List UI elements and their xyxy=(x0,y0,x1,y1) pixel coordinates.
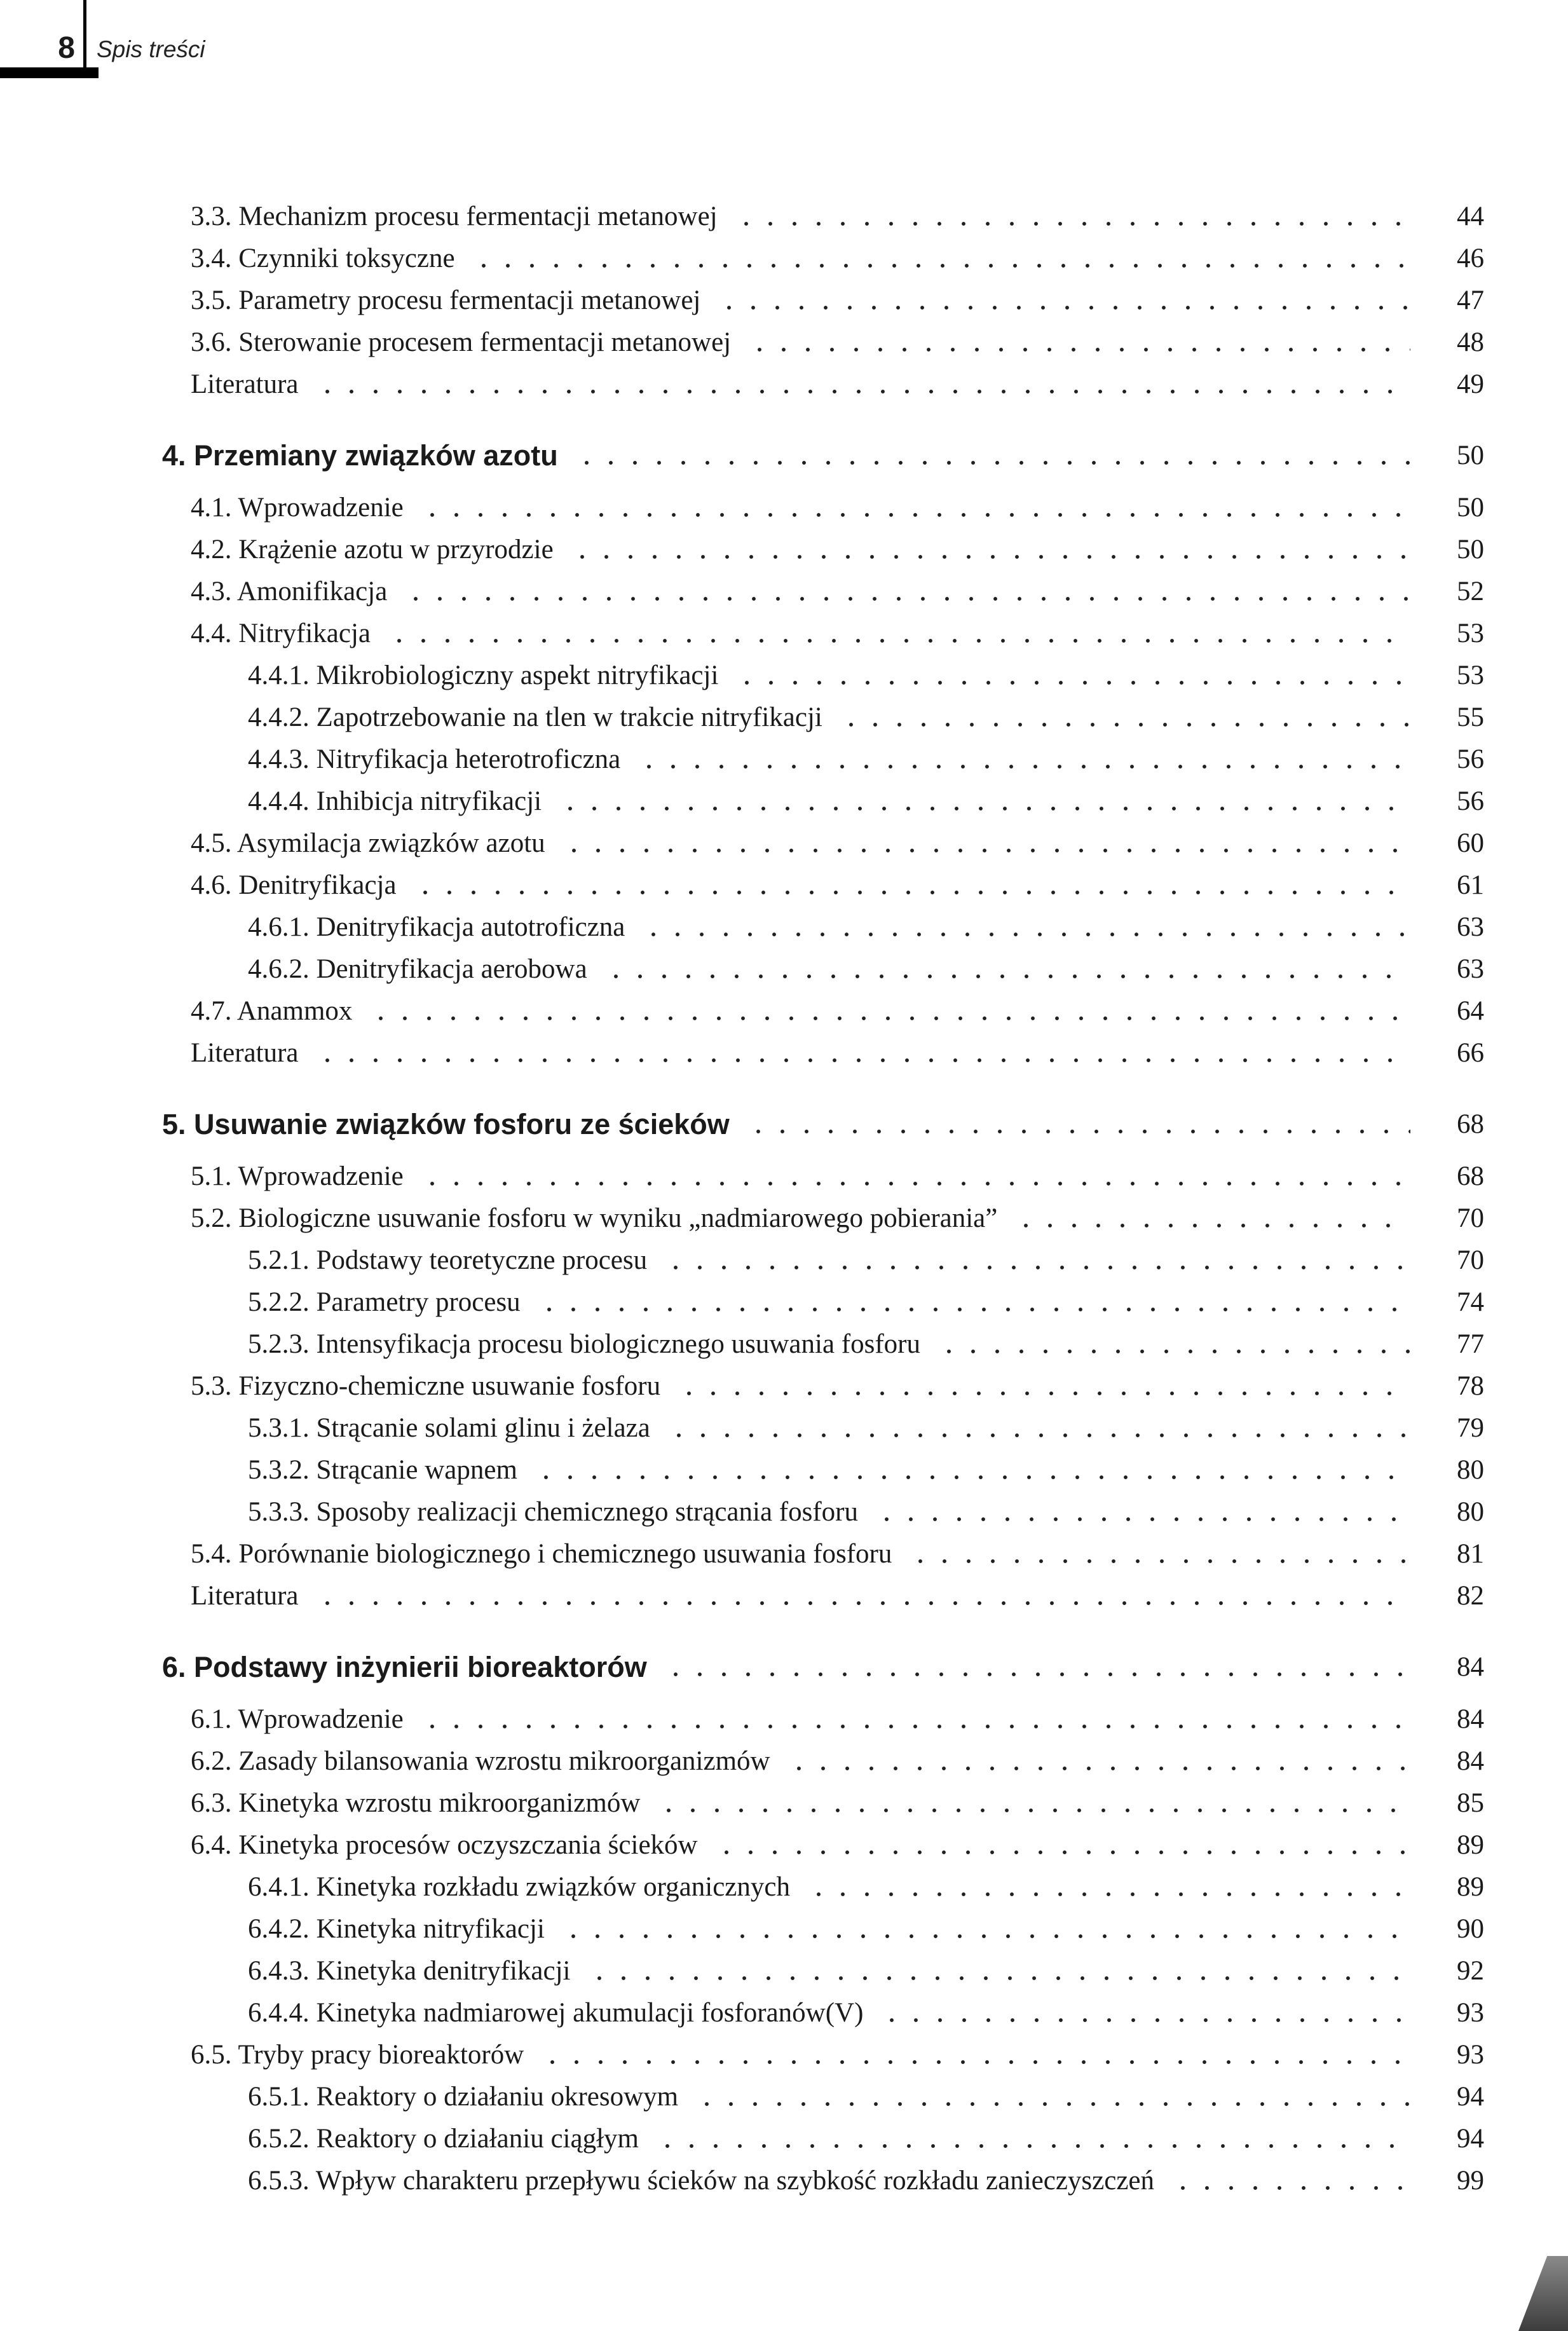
toc-entry-title: 5.1. Wprowadzenie xyxy=(191,1161,404,1191)
toc-entry-page: 85 xyxy=(1457,1788,1484,1818)
dotted-leader xyxy=(784,1740,1410,1782)
toc-entry-title: 6.4. Kinetyka procesów oczyszczania ścieków xyxy=(191,1830,698,1860)
dotted-leader xyxy=(418,1699,1410,1740)
toc-entry xyxy=(0,1198,1484,1240)
toc-list xyxy=(0,196,1484,2202)
toc-entry xyxy=(0,529,1484,571)
dotted-leader xyxy=(732,655,1410,697)
dotted-leader xyxy=(601,948,1410,990)
dotted-leader xyxy=(804,1866,1410,1908)
toc-entry-title: 3.6. Sterowanie procesem fermentacji metanowej xyxy=(191,327,732,357)
dotted-leader xyxy=(568,529,1410,571)
toc-entry xyxy=(0,1866,1484,1908)
toc-entry-page: 61 xyxy=(1457,870,1484,900)
toc-entry xyxy=(0,1824,1484,1866)
toc-entry xyxy=(0,1282,1484,1323)
toc-entry-page: 84 xyxy=(1457,1652,1484,1682)
toc-entry xyxy=(0,435,1484,477)
toc-entry-title: 5. Usuwanie związków fosforu ze ścieków xyxy=(162,1108,730,1140)
dotted-leader xyxy=(712,1824,1410,1866)
toc-entry xyxy=(0,1740,1484,1782)
toc-entry xyxy=(0,2034,1484,2076)
toc-entry-title: 4.3. Amonifikacja xyxy=(191,577,388,606)
toc-entry-page: 47 xyxy=(1457,285,1484,315)
toc-entry xyxy=(0,1323,1484,1365)
dotted-leader xyxy=(556,781,1410,823)
toc-entry-page: 74 xyxy=(1457,1287,1484,1317)
dotted-leader xyxy=(1011,1198,1410,1240)
toc-entry-title: 6.5. Tryby pracy bioreaktorów xyxy=(191,2040,524,2070)
toc-entry-page: 80 xyxy=(1457,1455,1484,1485)
toc-entry xyxy=(0,1156,1484,1198)
dotted-leader xyxy=(661,1240,1410,1282)
toc-entry-page: 44 xyxy=(1457,202,1484,231)
toc-entry xyxy=(0,739,1484,781)
dotted-leader xyxy=(877,1992,1410,2034)
toc-entry xyxy=(0,823,1484,865)
toc-entry xyxy=(0,1575,1484,1617)
toc-entry xyxy=(0,571,1484,613)
toc-entry-page: 93 xyxy=(1457,1998,1484,2028)
toc-entry-title: 6.5.3. Wpływ charakteru przepływu ścieków na szybkość rozkładu zanieczyszczeń xyxy=(248,2166,1154,2196)
toc-entry xyxy=(0,196,1484,238)
toc-entry xyxy=(0,1908,1484,1950)
dotted-leader xyxy=(385,613,1410,655)
toc-entry-page: 81 xyxy=(1457,1539,1484,1569)
toc-entry-page: 93 xyxy=(1457,2040,1484,2070)
toc-entry-title: 5.2.3. Intensyfikacja procesu biologicznego usuwania fosforu xyxy=(248,1329,920,1359)
toc-entry-page: 56 xyxy=(1457,786,1484,816)
toc-entry-page: 92 xyxy=(1457,1956,1484,1986)
dotted-leader xyxy=(906,1533,1410,1575)
toc-entry-title: 3.5. Parametry procesu fermentacji metanowej xyxy=(191,285,701,315)
dotted-leader xyxy=(585,1950,1411,1992)
dotted-leader xyxy=(401,571,1410,613)
dotted-leader xyxy=(531,1449,1410,1491)
toc-entry-title: 4.6. Denitryfikacja xyxy=(191,870,397,900)
dotted-leader xyxy=(559,823,1410,865)
toc-entry xyxy=(0,613,1484,655)
toc-entry-page: 63 xyxy=(1457,912,1484,942)
toc-entry-title: 5.3. Fizyczno-chemiczne usuwanie fosforu xyxy=(191,1371,661,1401)
dotted-leader xyxy=(639,906,1410,948)
toc-entry-title: 6.4.2. Kinetyka nitryfikacji xyxy=(248,1914,545,1944)
toc-entry xyxy=(0,1407,1484,1449)
toc-entry-page: 77 xyxy=(1457,1329,1484,1359)
toc-entry-page: 60 xyxy=(1457,828,1484,858)
dotted-leader xyxy=(674,1365,1410,1407)
dotted-leader xyxy=(418,1156,1410,1198)
toc-entry-title: 4.6.1. Denitryfikacja autotroficzna xyxy=(248,912,625,942)
toc-entry xyxy=(0,1950,1484,1992)
toc-entry-page: 94 xyxy=(1457,2082,1484,2112)
toc-entry-page: 99 xyxy=(1457,2166,1484,2196)
dotted-leader xyxy=(559,1908,1410,1950)
dotted-leader xyxy=(313,1575,1410,1617)
dotted-leader xyxy=(653,2118,1410,2160)
toc-entry xyxy=(0,280,1484,322)
dotted-leader xyxy=(661,1646,1410,1688)
dotted-leader xyxy=(1168,2160,1410,2202)
dotted-leader xyxy=(744,1104,1410,1145)
toc-entry-title: 4.4.1. Mikrobiologiczny aspekt nitryfikacji xyxy=(248,660,719,690)
dotted-leader xyxy=(469,238,1410,280)
dotted-leader xyxy=(366,990,1410,1032)
toc-entry-page: 56 xyxy=(1457,744,1484,774)
toc-entry-page: 70 xyxy=(1457,1203,1484,1233)
dotted-leader xyxy=(664,1407,1410,1449)
dotted-leader xyxy=(836,697,1410,739)
toc-entry-page: 89 xyxy=(1457,1830,1484,1860)
toc-entry-title: 6.5.1. Reaktory o działaniu okresowym xyxy=(248,2082,679,2112)
toc-entry-title: 5.3.1. Strącanie solami glinu i żelaza xyxy=(248,1413,650,1443)
toc-entry-page: 46 xyxy=(1457,243,1484,273)
toc-entry-page: 50 xyxy=(1457,441,1484,470)
toc-entry-title: 6.4.3. Kinetyka denitryfikacji xyxy=(248,1956,571,1986)
toc-entry-page: 50 xyxy=(1457,535,1484,564)
toc-entry-title: 4.4.4. Inhibicja nitryfikacji xyxy=(248,786,542,816)
toc-entry-title: 4.4.3. Nitryfikacja heterotroficzna xyxy=(248,744,621,774)
toc-entry xyxy=(0,1104,1484,1145)
running-head xyxy=(0,0,1568,114)
toc-entry-page: 78 xyxy=(1457,1371,1484,1401)
dotted-leader xyxy=(313,364,1410,406)
toc-entry-page: 63 xyxy=(1457,954,1484,984)
toc-entry-page: 48 xyxy=(1457,327,1484,357)
dotted-leader xyxy=(634,739,1410,781)
toc-entry-title: 4.1. Wprowadzenie xyxy=(191,493,404,523)
toc-entry xyxy=(0,1533,1484,1575)
toc-entry-page: 49 xyxy=(1457,369,1484,399)
toc-entry xyxy=(0,1699,1484,1740)
toc-entry xyxy=(0,2118,1484,2160)
toc-entry-page: 84 xyxy=(1457,1746,1484,1776)
toc-entry-title: Literatura xyxy=(191,1581,299,1611)
toc-entry xyxy=(0,2076,1484,2118)
toc-entry-page: 55 xyxy=(1457,702,1484,732)
toc-entry-page: 84 xyxy=(1457,1704,1484,1734)
toc-entry-title: 3.4. Czynniki toksyczne xyxy=(191,243,455,273)
toc-entry xyxy=(0,655,1484,697)
toc-entry-page: 90 xyxy=(1457,1914,1484,1944)
toc-entry-title: 4.4. Nitryfikacja xyxy=(191,619,371,648)
dotted-leader xyxy=(572,435,1410,477)
toc-entry-page: 53 xyxy=(1457,660,1484,690)
toc-entry-title: 6.4.1. Kinetyka rozkładu związków organicznych xyxy=(248,1872,790,1902)
toc-entry-title: 6.3. Kinetyka wzrostu mikroorganizmów xyxy=(191,1788,641,1818)
toc-entry xyxy=(0,1782,1484,1824)
toc-entry-page: 79 xyxy=(1457,1413,1484,1443)
toc-entry-page: 89 xyxy=(1457,1872,1484,1902)
toc-entry-page: 68 xyxy=(1457,1161,1484,1191)
toc-entry xyxy=(0,322,1484,364)
toc-entry-page: 68 xyxy=(1457,1109,1484,1139)
scan-artifact xyxy=(1518,2256,1568,2331)
toc-entry xyxy=(0,948,1484,990)
dotted-leader xyxy=(934,1323,1410,1365)
toc-entry xyxy=(0,1365,1484,1407)
page-title: Spis treści xyxy=(97,36,205,62)
toc-entry-title: Literatura xyxy=(191,1038,299,1068)
toc-entry-title: 4.2. Krążenie azotu w przyrodzie xyxy=(191,535,554,564)
toc-entry xyxy=(0,865,1484,906)
toc-entry xyxy=(0,238,1484,280)
toc-entry-page: 53 xyxy=(1457,619,1484,648)
dotted-leader xyxy=(535,1282,1410,1323)
toc-entry-title: 6.4.4. Kinetyka nadmiarowej akumulacji fosforanów(V) xyxy=(248,1998,864,2028)
toc-entry-title: Literatura xyxy=(191,369,299,399)
toc-entry-page: 52 xyxy=(1457,577,1484,606)
dotted-leader xyxy=(313,1032,1410,1074)
toc-entry-page: 94 xyxy=(1457,2124,1484,2154)
toc-entry-page: 64 xyxy=(1457,996,1484,1026)
toc-entry-title: 5.3.3. Sposoby realizacji chemicznego strącania fosforu xyxy=(248,1497,858,1527)
dotted-leader xyxy=(745,322,1410,364)
toc-entry-title: 4.7. Anammox xyxy=(191,996,353,1026)
toc-entry xyxy=(0,781,1484,823)
toc-entry-title: 6.2. Zasady bilansowania wzrostu mikroorganizmów xyxy=(191,1746,770,1776)
dotted-leader xyxy=(714,280,1410,322)
toc-entry xyxy=(0,1992,1484,2034)
toc-entry-page: 70 xyxy=(1457,1245,1484,1275)
toc-entry-title: 4.6.2. Denitryfikacja aerobowa xyxy=(248,954,587,984)
toc-entry-title: 6. Podstawy inżynierii bioreaktorów xyxy=(162,1651,647,1683)
toc-entry-title: 4. Przemiany związków azotu xyxy=(162,439,558,472)
header-black-bar xyxy=(0,67,99,78)
toc-entry-page: 66 xyxy=(1457,1038,1484,1068)
toc-entry-title: 5.4. Porównanie biologicznego i chemicznego usuwania fosforu xyxy=(191,1539,892,1569)
toc-entry xyxy=(0,1449,1484,1491)
toc-entry-title: 5.2. Biologiczne usuwanie fosforu w wyniku „nadmiarowego pobierania” xyxy=(191,1203,998,1233)
toc-entry-title: 4.4.2. Zapotrzebowanie na tlen w trakcie nitryfikacji xyxy=(248,702,822,732)
toc-entry xyxy=(0,697,1484,739)
toc-entry-title: 6.5.2. Reaktory o działaniu ciągłym xyxy=(248,2124,639,2154)
toc-entry-title: 5.2.2. Parametry procesu xyxy=(248,1287,521,1317)
toc-entry-title: 3.3. Mechanizm procesu fermentacji metanowej xyxy=(191,202,718,231)
toc-entry xyxy=(0,364,1484,406)
toc-entry xyxy=(0,1240,1484,1282)
dotted-leader xyxy=(411,865,1410,906)
dotted-leader xyxy=(692,2076,1410,2118)
header-vertical-rule xyxy=(83,0,86,69)
toc-entry-title: 5.2.1. Podstawy teoretyczne procesu xyxy=(248,1245,648,1275)
toc-entry xyxy=(0,1491,1484,1533)
dotted-leader xyxy=(654,1782,1410,1824)
toc-entry xyxy=(0,906,1484,948)
dotted-leader xyxy=(732,196,1410,238)
toc-entry-page: 82 xyxy=(1457,1581,1484,1611)
toc-entry-title: 6.1. Wprowadzenie xyxy=(191,1704,404,1734)
toc-entry xyxy=(0,990,1484,1032)
toc-entry-page: 80 xyxy=(1457,1497,1484,1527)
dotted-leader xyxy=(872,1491,1410,1533)
toc-entry xyxy=(0,487,1484,529)
dotted-leader xyxy=(418,487,1410,529)
toc-entry xyxy=(0,1032,1484,1074)
dotted-leader xyxy=(538,2034,1410,2076)
page-number: 8 xyxy=(58,31,75,65)
toc-entry-title: 4.5. Asymilacja związków azotu xyxy=(191,828,545,858)
toc-entry-page: 50 xyxy=(1457,493,1484,523)
toc-entry xyxy=(0,1646,1484,1688)
toc-entry xyxy=(0,2160,1484,2202)
toc-entry-title: 5.3.2. Strącanie wapnem xyxy=(248,1455,517,1485)
